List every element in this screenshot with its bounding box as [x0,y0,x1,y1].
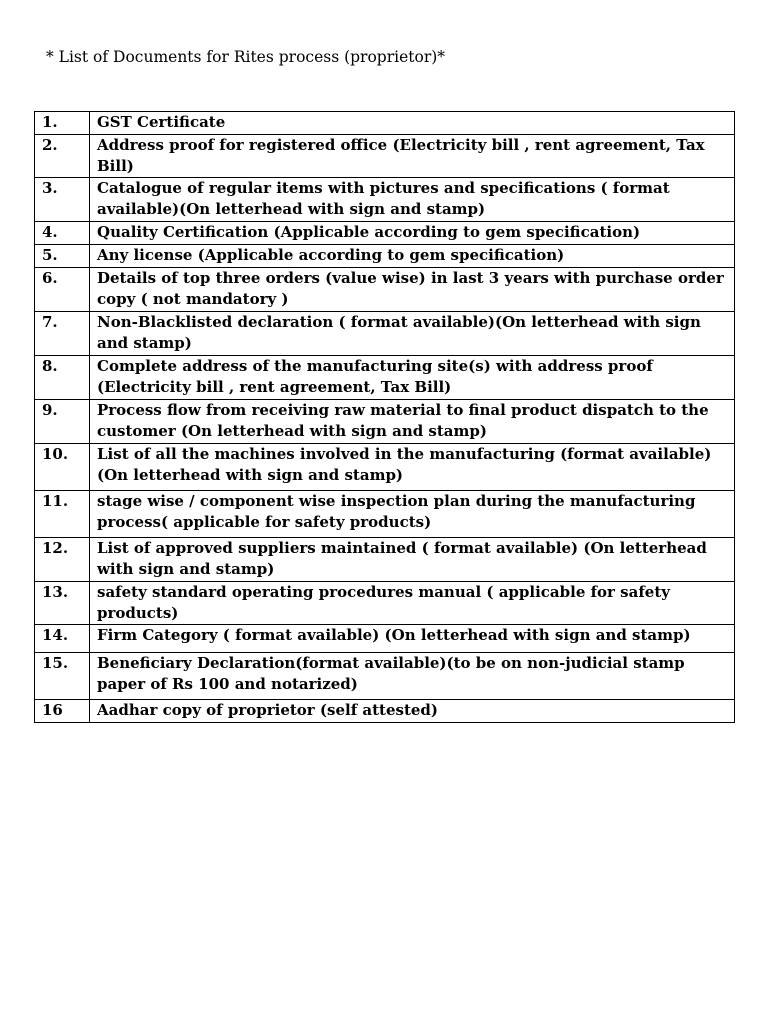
row-number: 8. [35,356,90,400]
row-number: 16 [35,700,90,723]
row-number: 12. [35,538,90,582]
row-description: List of all the machines involved in the manufacturing (format available) (On letterhead with sign and stamp) [90,444,735,491]
table-row [35,400,735,444]
table-row [35,178,735,222]
row-description: Complete address of the manufacturing site(s) with address proof (Electricity bill , rent agreement, Tax Bill) [90,356,735,400]
row-number: 10. [35,444,90,491]
row-number: 14. [35,625,90,653]
row-description: Catalogue of regular items with pictures and specifications ( format available)(On letterhead with sign and stamp) [90,178,735,222]
row-description: GST Certificate [90,112,735,135]
row-description: Address proof for registered office (Electricity bill , rent agreement, Tax Bill) [90,135,735,178]
documents-table [34,111,735,723]
row-number: 13. [35,582,90,625]
row-number: 5. [35,245,90,268]
table-row [35,112,735,135]
table-row [35,625,735,653]
row-description: Process flow from receiving raw material to final product dispatch to the customer (On letterhead with sign and stamp) [90,400,735,444]
row-number: 11. [35,491,90,538]
row-number: 9. [35,400,90,444]
row-number: 6. [35,268,90,312]
row-description: List of approved suppliers maintained ( format available) (On letterhead with sign and stamp) [90,538,735,582]
row-number: 3. [35,178,90,222]
row-number: 2. [35,135,90,178]
row-description: Details of top three orders (value wise) in last 3 years with purchase order copy ( not mandatory ) [90,268,735,312]
row-description: Beneficiary Declaration(format available)(to be on non-judicial stamp paper of Rs 100 and notarized) [90,653,735,700]
table-row [35,222,735,245]
row-number: 1. [35,112,90,135]
table-row [35,312,735,356]
table-row [35,356,735,400]
row-number: 7. [35,312,90,356]
table-row [35,491,735,538]
page-title: * List of Documents for Rites process (proprietor)* [46,48,446,66]
table-row [35,268,735,312]
table-row [35,245,735,268]
table-row [35,653,735,700]
row-description: Aadhar copy of proprietor (self attested) [90,700,735,723]
table-row [35,444,735,491]
table-row [35,700,735,723]
row-description: stage wise / component wise inspection plan during the manufacturing process( applicable for safety products) [90,491,735,538]
table-row [35,582,735,625]
row-number: 15. [35,653,90,700]
row-description: Quality Certification (Applicable according to gem specification) [90,222,735,245]
row-description: safety standard operating procedures manual ( applicable for safety products) [90,582,735,625]
row-number: 4. [35,222,90,245]
row-description: Firm Category ( format available) (On letterhead with sign and stamp) [90,625,735,653]
table-row [35,538,735,582]
row-description: Any license (Applicable according to gem specification) [90,245,735,268]
row-description: Non-Blacklisted declaration ( format available)(On letterhead with sign and stamp) [90,312,735,356]
table-row [35,135,735,178]
